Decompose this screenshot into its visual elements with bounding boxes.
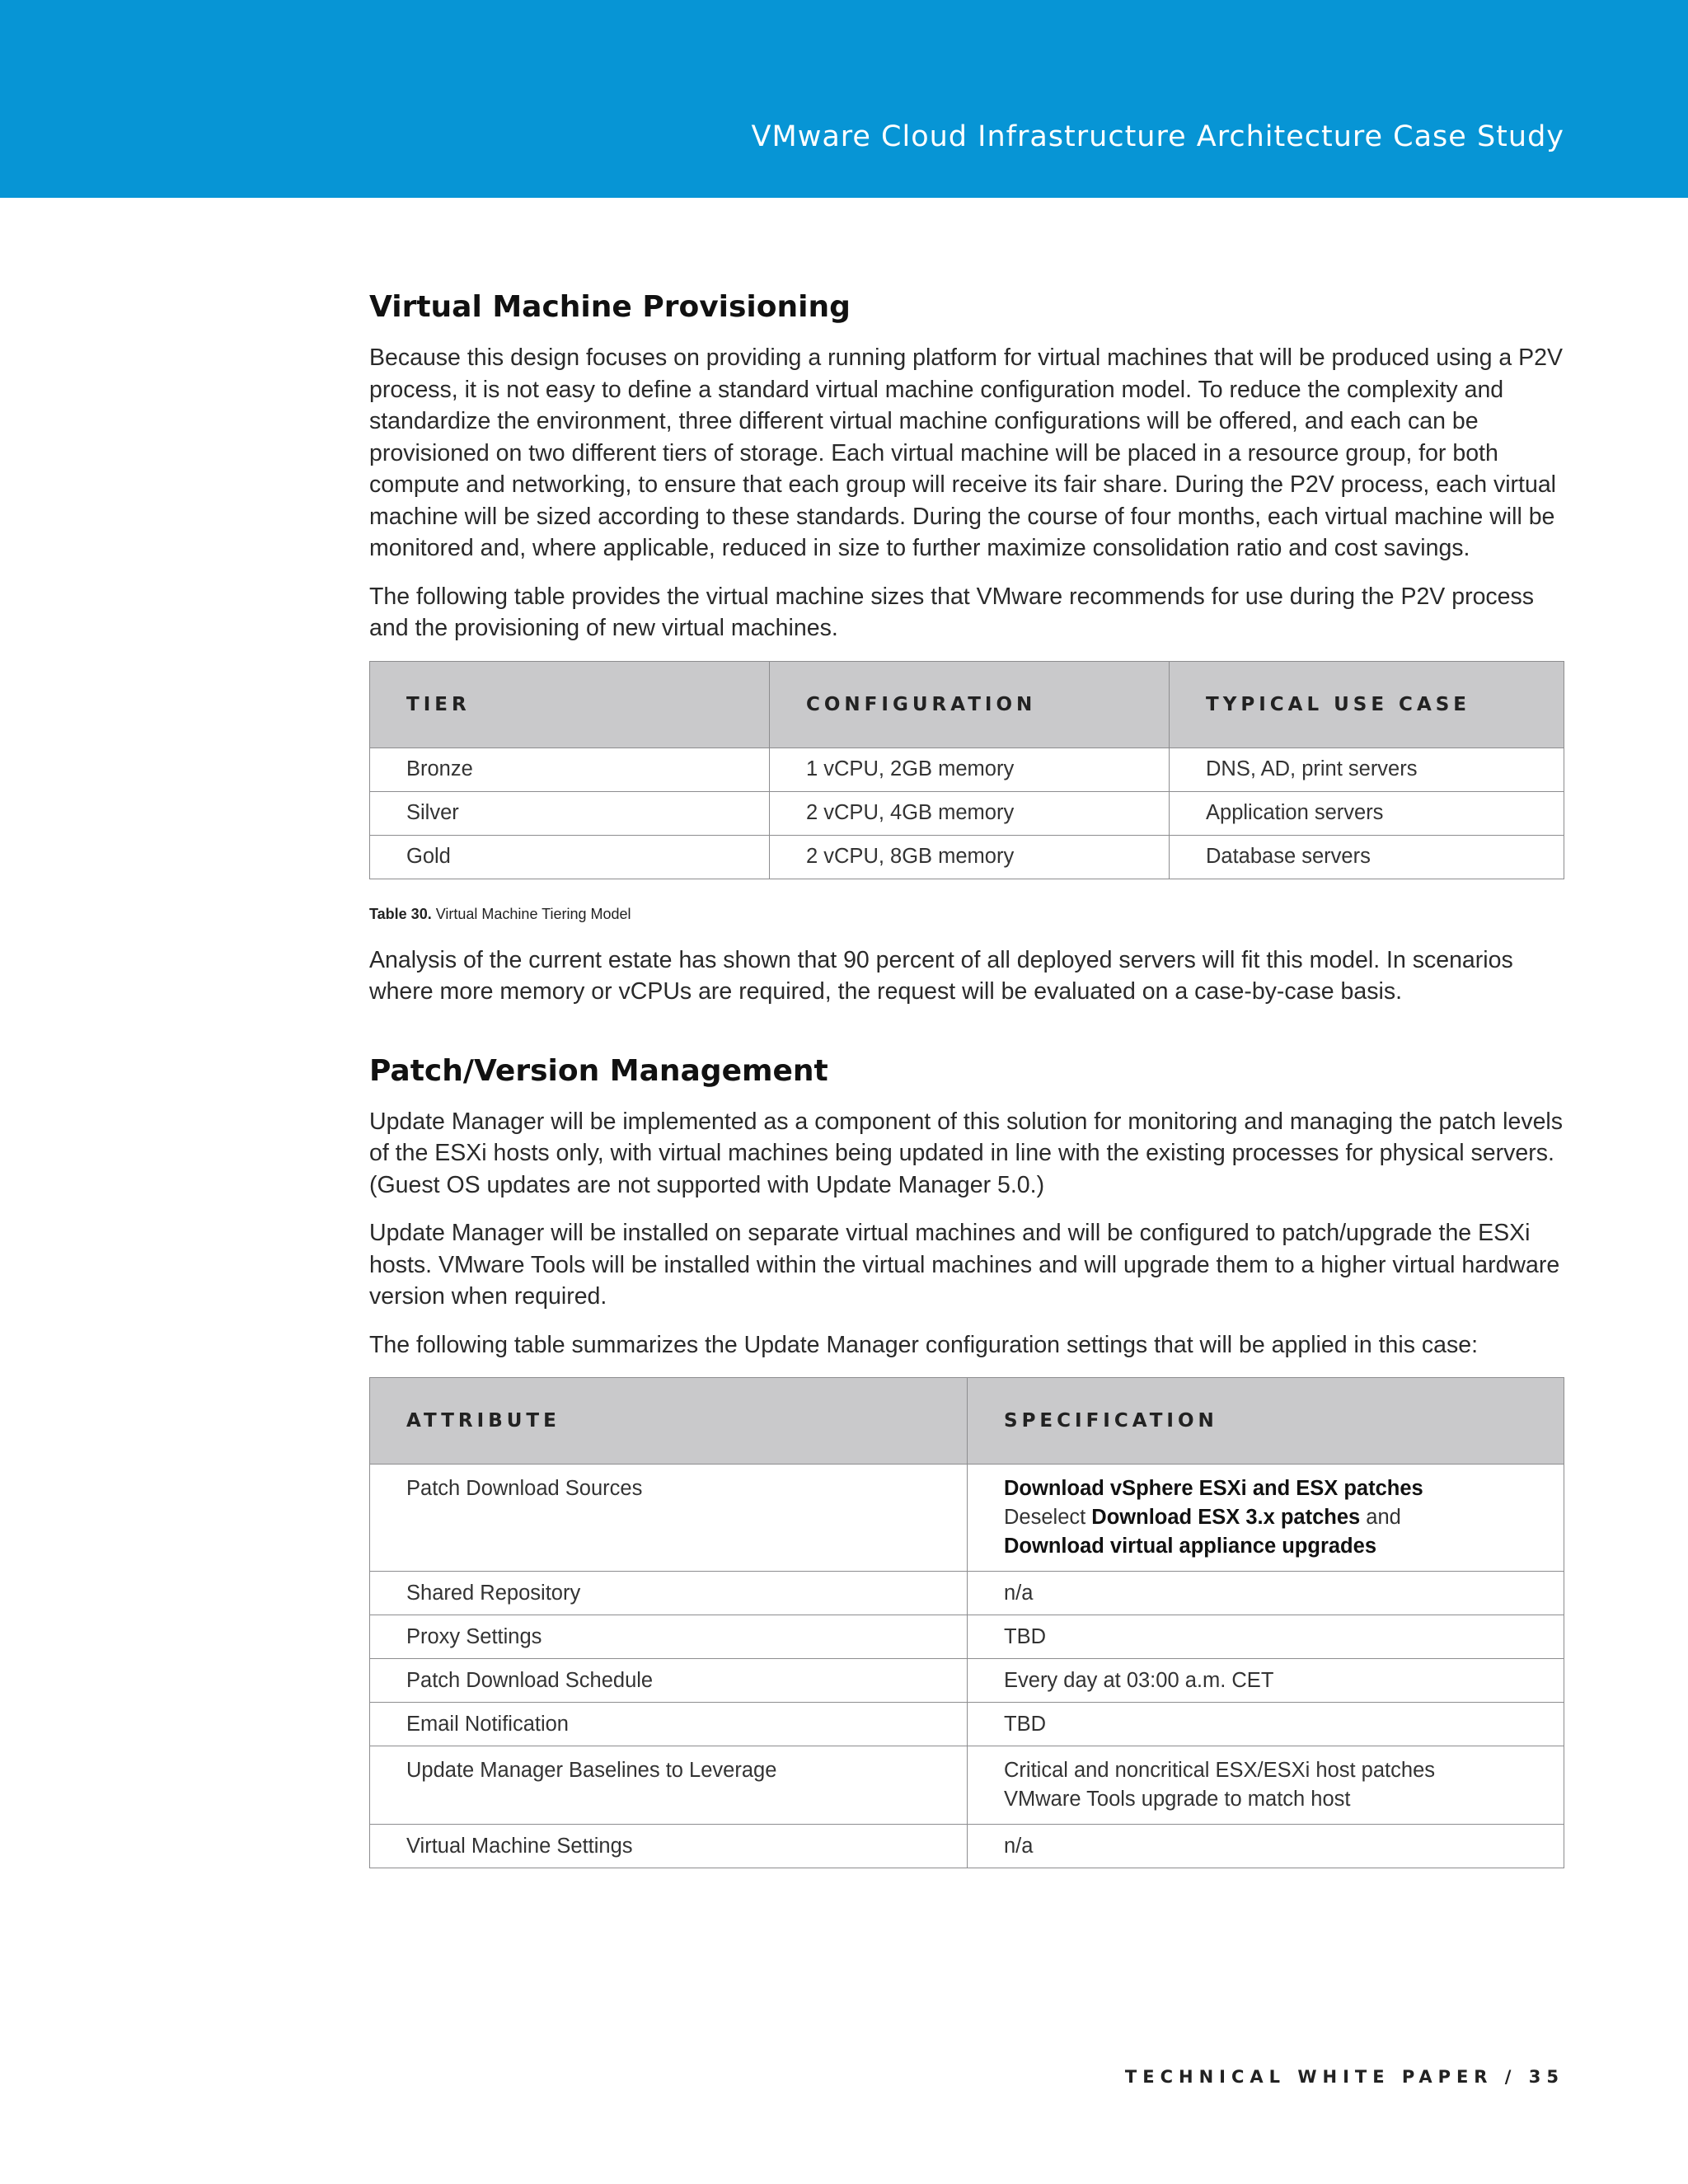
document-title: VMware Cloud Infrastructure Architecture Case Study (751, 120, 1564, 153)
patch-management-paragraph-2: Update Manager will be installed on separate virtual machines and will be configured to patch/upgrade the ESXi hosts. VMware Tools will be installed within the virtual machines and will upgrade them to a higher virtual hardware version when required. (369, 1220, 1560, 1310)
table-cell: Database servers (1170, 835, 1564, 879)
spec-text: VMware Tools upgrade to match host (1004, 1788, 1351, 1811)
table-cell: Gold (370, 835, 770, 879)
update-manager-settings-table (369, 1377, 1564, 1868)
table-row (370, 1615, 1564, 1659)
table-cell: Shared Repository (370, 1572, 968, 1615)
column-header-configuration: CONFIGURATION (770, 661, 1170, 748)
table-row (370, 835, 1564, 879)
table-cell: Update Manager Baselines to Leverage (370, 1746, 968, 1825)
table-caption (369, 906, 1564, 923)
page-content (369, 288, 1564, 1868)
page-footer: TECHNICAL WHITE PAPER / 35 (1124, 2067, 1564, 2087)
spec-bold-text: Download virtual appliance upgrades (1004, 1535, 1377, 1558)
table-row (370, 1703, 1564, 1746)
table-cell: n/a (968, 1825, 1564, 1868)
table-row (370, 1572, 1564, 1615)
spec-text: and (1360, 1506, 1401, 1529)
table-row (370, 791, 1564, 835)
header-band (0, 0, 1688, 198)
spec-bold-text: Download vSphere ESXi and ESX patches (1004, 1477, 1423, 1500)
table-cell: 2 vCPU, 8GB memory (770, 835, 1170, 879)
table-row (370, 1746, 1564, 1825)
table-cell: n/a (968, 1572, 1564, 1615)
patch-management-paragraph-3: The following table summarizes the Update Manager configuration settings that will be applied in this case: (369, 1331, 1478, 1358)
table-cell: 1 vCPU, 2GB memory (770, 748, 1170, 791)
table-row (370, 748, 1564, 791)
column-header-tier: TIER (370, 661, 770, 748)
column-header-use-case: TYPICAL USE CASE (1170, 661, 1564, 748)
table-row (370, 1825, 1564, 1868)
table-cell: Email Notification (370, 1703, 968, 1746)
spec-text: Deselect (1004, 1506, 1092, 1529)
table-row (370, 1465, 1564, 1572)
section-heading-patch-management: Patch/Version Management (369, 1053, 828, 1088)
table-cell (968, 1746, 1564, 1825)
vm-provisioning-paragraph-2: The following table provides the virtual machine sizes that VMware recommends for use during the P2V process and the provisioning of new virtual machines. (369, 583, 1535, 641)
table-cell (968, 1465, 1564, 1572)
table-cell: Application servers (1170, 791, 1564, 835)
table-cell: Every day at 03:00 a.m. CET (968, 1659, 1564, 1703)
column-header-specification: SPECIFICATION (968, 1378, 1564, 1465)
spec-text: Critical and noncritical ESX/ESXi host patches (1004, 1759, 1435, 1782)
table-row (370, 1659, 1564, 1703)
table-cell: DNS, AD, print servers (1170, 748, 1564, 791)
spec-bold-text: Download ESX 3.x patches (1091, 1506, 1361, 1529)
vm-tiering-table (369, 661, 1564, 879)
table-header-row (370, 661, 1564, 748)
table-cell: TBD (968, 1615, 1564, 1659)
table-cell: Virtual Machine Settings (370, 1825, 968, 1868)
table-cell: Patch Download Sources (370, 1465, 968, 1572)
section-heading-vm-provisioning: Virtual Machine Provisioning (369, 290, 851, 324)
table-cell: Bronze (370, 748, 770, 791)
patch-management-paragraph-1: Update Manager will be implemented as a component of this solution for monitoring and managing the patch levels of the ESXi hosts only, with virtual machines being updated in line with the existing processes for physical servers. (Guest OS updates are not supported with Update Manager 5.0.) (369, 1108, 1564, 1198)
column-header-attribute: ATTRIBUTE (370, 1378, 968, 1465)
analysis-paragraph: Analysis of the current estate has shown that 90 percent of all deployed servers will fit this model. In scenarios where more memory or vCPUs are required, the request will be evaluated on a case-by-case basis. (369, 946, 1513, 1005)
caption-label: Table 30. (369, 905, 432, 922)
caption-text: Virtual Machine Tiering Model (435, 905, 631, 922)
table-cell: Patch Download Schedule (370, 1659, 968, 1703)
table-cell: 2 vCPU, 4GB memory (770, 791, 1170, 835)
table-cell: TBD (968, 1703, 1564, 1746)
vm-provisioning-paragraph-1: Because this design focuses on providing a running platform for virtual machines that will be produced using a P2V process, it is not easy to define a standard virtual machine configuration model. To reduce the complexity and standardize the environment, three different virtual machine configurations will be offered, and each can be provisioned on two different tiers of storage. Each virtual machine will be placed in a resource group, for both compute and networking, to ensure that each group will receive its fair share. During the P2V process, each virtual machine will be sized according to these standards. During the course of four months, each virtual machine will be monitored and, where applicable, reduced in size to further maximize consolidation ratio and cost savings. (369, 344, 1563, 561)
table-header-row (370, 1378, 1564, 1465)
table-cell: Proxy Settings (370, 1615, 968, 1659)
table-cell: Silver (370, 791, 770, 835)
